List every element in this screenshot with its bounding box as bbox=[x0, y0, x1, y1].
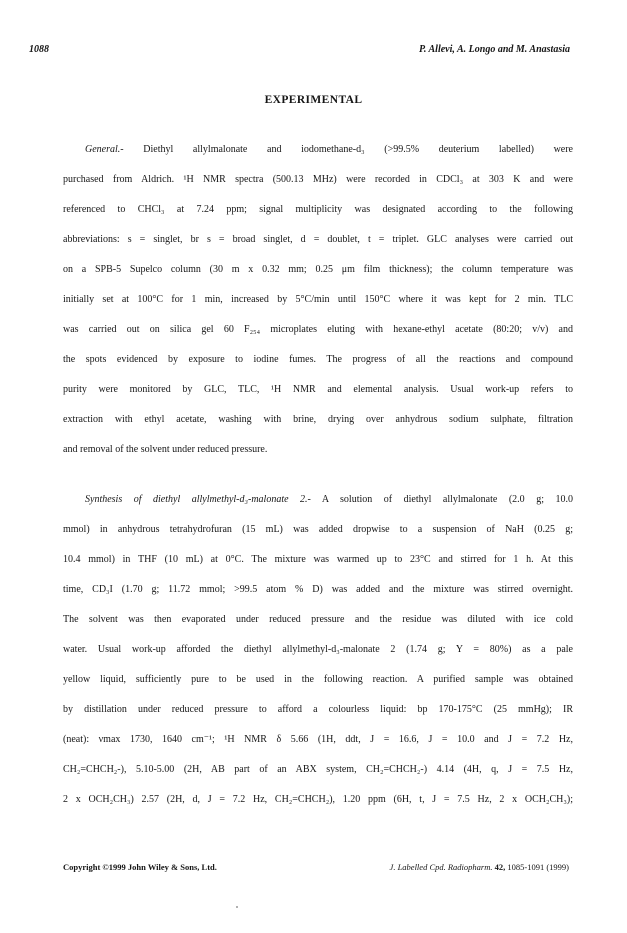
citation-pages: 1085-1091 (1999) bbox=[507, 862, 569, 872]
paragraph-line: was carried out on silica gel 60 F₂₅₄ microplates eluting with hexane-ethyl acetate (80:20; v/v) and bbox=[63, 324, 573, 335]
paragraph-line: (neat): νmax 1730, 1640 cm⁻¹; ¹H NMR δ 5.66 (1H, ddt, J = 16.6, J = 10.0 and J = 7.2 Hz, bbox=[63, 734, 573, 745]
scan-speck bbox=[236, 906, 238, 908]
paragraph-line: 10.4 mmol) in THF (10 mL) at 0°C. The mixture was warmed up to 23°C and stirred for 1 h. At this bbox=[63, 554, 573, 565]
citation-journal: J. Labelled Cpd. Radiopharm. bbox=[389, 862, 493, 872]
paragraph-line: referenced to CHCl₃ at 7.24 ppm; signal multiplicity was designated according to the following bbox=[63, 204, 573, 215]
paragraph-lead-synthesis: Synthesis of diethyl allylmethyl-d₃-malonate 2.- bbox=[85, 494, 311, 505]
paragraph-line: 2 x OCH₂CH₃) 2.57 (2H, d, J = 7.2 Hz, CH₂=CHCH₂), 1.20 ppm (6H, t, J = 7.5 Hz, 2 x OCH₂CH₃); bbox=[63, 794, 573, 805]
paragraph-line: by distillation under reduced pressure to afford a colourless liquid: bp 170-175°C (25 mmHg); IR bbox=[63, 704, 573, 715]
running-head: P. Allevi, A. Longo and M. Anastasia bbox=[419, 44, 570, 55]
page-number: 1088 bbox=[29, 44, 49, 55]
paragraph-line: abbreviations: s = singlet, br s = broad singlet, d = doublet, t = triplet. GLC analyses were carried out bbox=[63, 234, 573, 245]
footer-citation bbox=[390, 862, 569, 872]
paragraph-line: General.- Diethyl allylmalonate and iodomethane-d₃ (>99.5% deuterium labelled) were bbox=[85, 144, 573, 155]
citation-volume: 42, bbox=[494, 862, 506, 872]
paragraph-line: purchased from Aldrich. ¹H NMR spectra (500.13 MHz) were recorded in CDCl₃ at 303 K and were bbox=[63, 174, 573, 185]
paragraph-line: CH₂=CHCH₂-), 5.10-5.00 (2H, AB part of an ABX system, CH₂=CHCH₂-) 4.14 (4H, q, J = 7.5 Hz, bbox=[63, 764, 573, 775]
paragraph-line: time, CD₃I (1.70 g; 11.72 mmol; >99.5 atom % D) was added and the mixture was stirred overnight. bbox=[63, 584, 573, 595]
paragraph-line: and removal of the solvent under reduced pressure. bbox=[63, 444, 268, 455]
paragraph-line: purity were monitored by GLC, TLC, ¹H NMR and elemental analysis. Usual work-up refers to bbox=[63, 384, 573, 395]
paragraph-line: extraction with ethyl acetate, washing with brine, drying over anhydrous sodium sulphate, filtration bbox=[63, 414, 573, 425]
paragraph-line: the spots evidenced by exposure to iodine fumes. The progress of all the reactions and compound bbox=[63, 354, 573, 365]
paragraph-lead-general: General.- bbox=[85, 144, 124, 155]
paragraph-line: The solvent was then evaporated under reduced pressure and the residue was diluted with ice cold bbox=[63, 614, 573, 625]
section-title: EXPERIMENTAL bbox=[264, 94, 363, 106]
paragraph-line: on a SPB-5 Supelco column (30 m x 0.32 mm; 0.25 μm film thickness); the column temperature was bbox=[63, 264, 573, 275]
footer-copyright: Copyright ©1999 John Wiley & Sons, Ltd. bbox=[63, 862, 217, 872]
paragraph-line: yellow liquid, sufficiently pure to be used in the following reaction. A purified sample was obtained bbox=[63, 674, 573, 685]
paragraph-line: initially set at 100°C for 1 min, increased by 5°C/min until 150°C where it was kept for 2 min. TLC bbox=[63, 294, 573, 305]
paragraph-line: mmol) in anhydrous tetrahydrofuran (15 mL) was added dropwise to a suspension of NaH (0.25 g; bbox=[63, 524, 573, 535]
paragraph-line: Synthesis of diethyl allylmethyl-d₃-malonate 2.- A solution of diethyl allylmalonate (2.0 g; 10.0 bbox=[85, 494, 573, 505]
paragraph-line: water. Usual work-up afforded the diethyl allylmethyl-d₃-malonate 2 (1.74 g; Y = 80%) as a pale bbox=[63, 644, 573, 655]
